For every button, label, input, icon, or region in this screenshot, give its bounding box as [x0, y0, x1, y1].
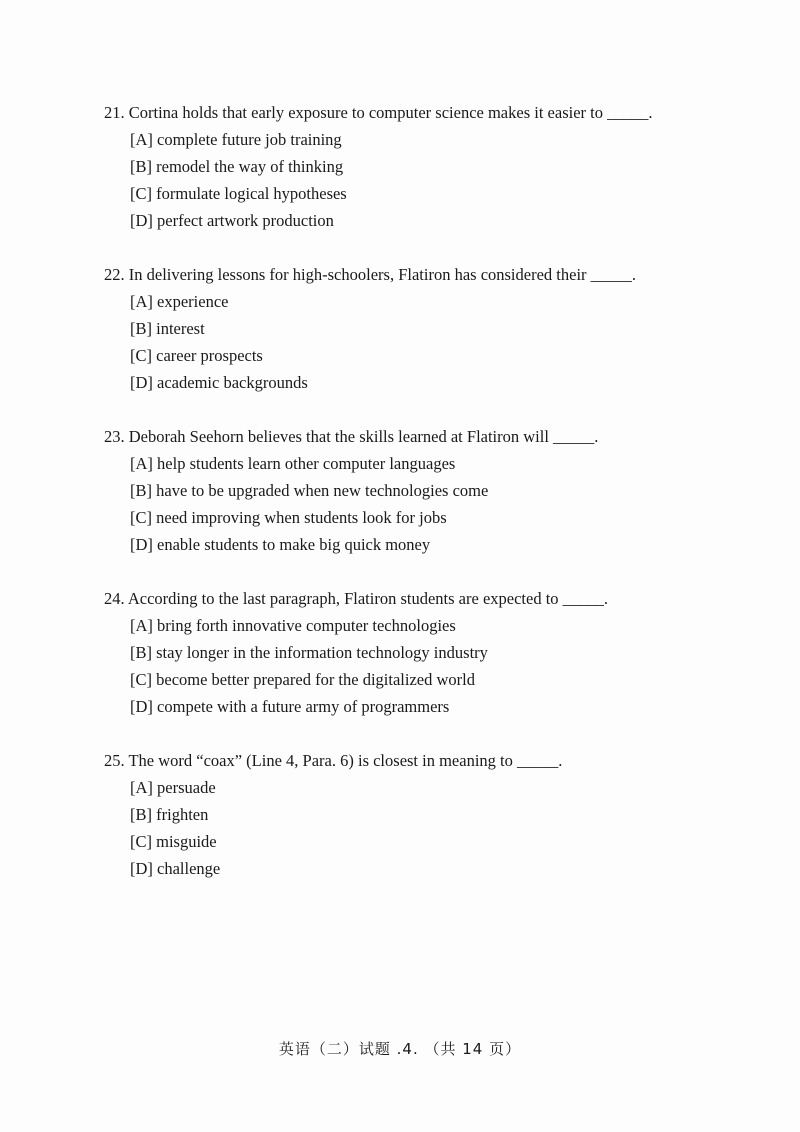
option-b: [B] stay longer in the information technology industry	[130, 643, 488, 662]
question-21	[104, 99, 724, 234]
question-stem	[104, 99, 724, 126]
question-22	[104, 261, 724, 396]
question-stem	[104, 261, 724, 288]
option-d: [D] challenge	[130, 859, 221, 878]
option-a: [A] persuade	[130, 778, 216, 797]
question-24	[104, 585, 724, 720]
option-list	[104, 774, 724, 882]
option-b: [B] frighten	[130, 805, 209, 824]
question-number: 21.	[104, 103, 125, 122]
question-list	[104, 99, 724, 909]
option-c: [C] career prospects	[130, 346, 263, 365]
option-c: [C] become better prepared for the digitalized world	[130, 670, 475, 689]
question-text: Deborah Seehorn believes that the skills learned at Flatiron will _____.	[128, 427, 599, 446]
question-text: In delivering lessons for high-schoolers, Flatiron has considered their _____.	[128, 265, 637, 284]
option-list	[104, 612, 724, 720]
question-number: 25.	[104, 751, 125, 770]
option-list	[104, 126, 724, 234]
option-a: [A] bring forth innovative computer technologies	[130, 616, 456, 635]
question-25	[104, 747, 724, 882]
question-number: 22.	[104, 265, 125, 284]
option-b: [B] remodel the way of thinking	[130, 157, 344, 176]
option-d: [D] academic backgrounds	[130, 373, 308, 392]
page-footer: 英语（二）试题 .4. （共 14 页）	[278, 1040, 522, 1058]
option-d: [D] compete with a future army of programmers	[130, 697, 450, 716]
option-a: [A] experience	[130, 292, 229, 311]
question-text: According to the last paragraph, Flatiron students are expected to _____.	[127, 589, 609, 608]
option-d: [D] enable students to make big quick money	[130, 535, 431, 554]
option-a: [A] help students learn other computer languages	[130, 454, 456, 473]
option-b: [B] interest	[130, 319, 205, 338]
option-c: [C] formulate logical hypotheses	[130, 184, 347, 203]
option-list	[104, 450, 724, 558]
option-c: [C] misguide	[130, 832, 217, 851]
option-b: [B] have to be upgraded when new technologies come	[130, 481, 489, 500]
question-text: Cortina holds that early exposure to computer science makes it easier to _____.	[128, 103, 653, 122]
question-stem	[104, 585, 724, 612]
question-stem	[104, 423, 724, 450]
question-stem	[104, 747, 724, 774]
question-text: The word “coax” (Line 4, Para. 6) is closest in meaning to _____.	[128, 751, 563, 770]
option-d: [D] perfect artwork production	[130, 211, 334, 230]
option-c: [C] need improving when students look for jobs	[130, 508, 447, 527]
option-list	[104, 288, 724, 396]
question-number: 23.	[104, 427, 125, 446]
question-23	[104, 423, 724, 558]
option-a: [A] complete future job training	[130, 130, 342, 149]
question-number: 24.	[104, 589, 125, 608]
